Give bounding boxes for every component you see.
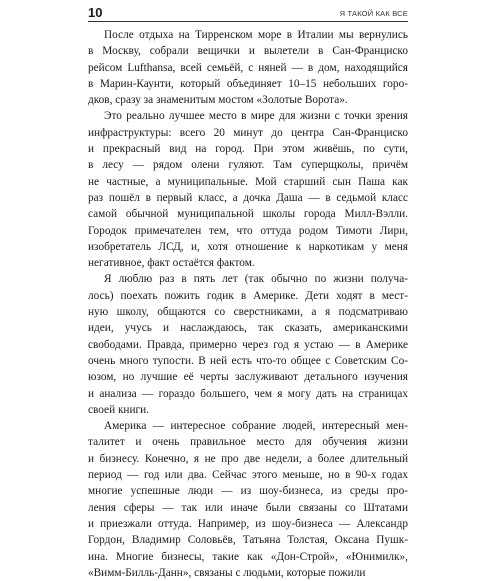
- text-line: самой обычной муниципальной школы города Милл-Вэлли.: [88, 208, 408, 221]
- text-line: очень много тупости. В ней есть что-то общее с Советским Со-: [88, 354, 408, 367]
- text-line: раз пошёл в первый класс, а дочка Даша — в седьмой класс: [88, 191, 408, 204]
- text-line: талитет и очень правильное место для обучения жизни: [88, 436, 408, 449]
- text-line: Я люблю раз в пять лет (так обычно по жизни получа-: [104, 273, 408, 286]
- text-line: Гордон, Владимир Соловьёв, Татьяна Толстая, Оксана Пушк-: [88, 534, 408, 547]
- text-line: и приезжали оттуда. Например, из шоу-бизнеса — Александр: [88, 517, 408, 530]
- text-line: и прекрасный вид на город. При этом живёшь, по сути,: [88, 143, 408, 156]
- header-divider: [88, 21, 408, 22]
- page-number: 10: [88, 5, 103, 20]
- text-line: юзом, но лучшие её черты заслуживают детального изучения: [88, 371, 408, 384]
- text-line: «Вимм-Билль-Данн», связаны с людьми, которые пожили: [88, 566, 366, 579]
- text-line: ления сферы — так или иначе были связаны со Штатами: [88, 501, 408, 514]
- text-line: Городок примечателен тем, что оттуда родом Тимоти Лири,: [88, 224, 408, 237]
- text-line: многие успешные люди — из шоу-бизнеса, из среды про-: [88, 485, 408, 498]
- text-line: дков, сразу за знаменитым мостом «Золотые Ворота».: [88, 94, 348, 107]
- text-line: После отдыха на Тирренском море в Италии мы вернулись: [104, 29, 408, 41]
- text-line: ную школу, общаются со сверстниками, а я подсматриваю: [88, 306, 408, 319]
- text-line: негативное, факт остаётся фактом.: [88, 257, 255, 270]
- text-line: ина. Многие бизнесы, такие как «Дон-Строй», «Юнимилк»,: [88, 550, 408, 563]
- running-title: Я ТАКОЙ КАК ВСЕ: [339, 9, 408, 18]
- text-line: инфраструктуры: всего 20 минут до центра Сан-Франциско: [88, 126, 408, 139]
- text-line: в Марин-Каунти, который объединяет 10–15 небольших горо-: [88, 77, 408, 90]
- text-line: Америка — интересное собрание людей, интересный мен-: [104, 420, 408, 433]
- paragraph: [88, 27, 408, 108]
- text-line: и анализа — гораздо большего, чем я могу дать на страницах: [88, 387, 408, 400]
- text-line: свободами. Правда, примерно через год я устаю — в Америке: [88, 338, 408, 351]
- paragraph: [88, 271, 408, 418]
- text-line: изобретатель ЛСД, и, хотя отношение к наркотикам у меня: [88, 240, 408, 253]
- page-header: [88, 6, 408, 22]
- text-line: и бизнесу. Конечно, я не про две недели, а более длительный: [88, 452, 408, 465]
- text-line: не частные, а муниципальные. Мой старший сын Паша как: [88, 175, 408, 188]
- text-line: идеи, учусь и наслаждаюсь, так сказать, американскими: [88, 322, 408, 335]
- text-line: Это реально лучшее место в мире для жизни с точки зрения: [104, 110, 408, 123]
- text-line: период — год или два. Сейчас этого меньше, но в 90-х годах: [88, 469, 408, 482]
- paragraph: [88, 108, 408, 271]
- text-line: лось) поехать пожить годик в Америке. Дети ходят в мест-: [88, 289, 408, 302]
- text-line: в Москву, собрали вещички и вылетели в Сан-Франциско: [88, 45, 408, 58]
- body-text: [88, 27, 408, 581]
- text-line: рейсом Lufthansa, всей семьёй, с няней — в дом, находящийся: [88, 61, 408, 74]
- text-line: в лесу — рядом олени гуляют. Там суперщколы, причём: [88, 159, 408, 172]
- text-line: своей книги.: [88, 403, 150, 416]
